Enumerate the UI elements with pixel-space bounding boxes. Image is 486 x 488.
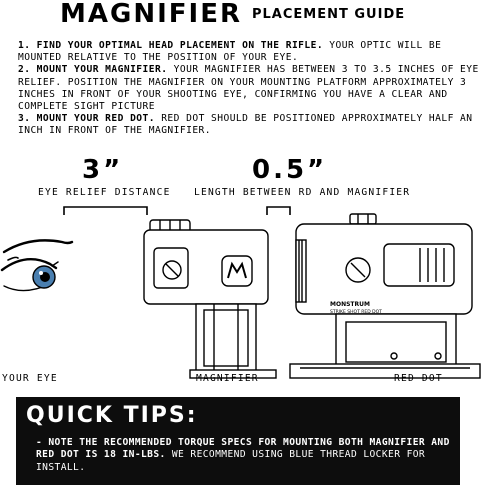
quick-tips-body xyxy=(36,437,452,474)
eye-relief-label: EYE RELIEF DISTANCE xyxy=(38,187,171,198)
eye-caption: YOUR EYE xyxy=(2,373,58,384)
page-title: MAGNIFIER xyxy=(60,0,242,29)
eye-relief-bracket xyxy=(64,207,147,215)
placement-diagram xyxy=(0,200,486,390)
quick-tips-text: WE RECOMMEND USING BLUE THREAD LOCKER FOR INSTALL. xyxy=(36,449,426,473)
red-dot-caption: RED DOT xyxy=(394,373,443,384)
step-3-body: RED DOT SHOULD BE POSITIONED APPROXIMATELY HALF AN INCH IN FRONT OF THE MAGNIFIER. xyxy=(18,113,473,137)
step-3 xyxy=(18,113,480,137)
quick-tips-panel xyxy=(16,397,460,485)
step-1-body: YOUR OPTIC WILL BE MOUNTED RELATIVE TO THE POSITION OF YOUR EYE. xyxy=(18,40,442,64)
page-subtitle: PLACEMENT GUIDE xyxy=(252,7,406,22)
step-3-heading: 3. MOUNT YOUR RED DOT. xyxy=(18,113,155,125)
quick-tips-title: QUICK TIPS: xyxy=(26,403,198,428)
eye-relief-value: 3” xyxy=(82,155,124,185)
page-header xyxy=(0,0,486,30)
magnifier-caption: MAGNIFIER xyxy=(196,373,259,384)
gap-bracket xyxy=(267,207,290,215)
step-1 xyxy=(18,40,480,64)
instruction-steps xyxy=(18,40,480,138)
step-2 xyxy=(18,64,480,113)
gap-value: 0.5” xyxy=(252,155,328,185)
gap-label: LENGTH BETWEEN RD AND MAGNIFIER xyxy=(194,187,411,198)
step-2-body: YOUR MAGNIFIER HAS BETWEEN 3 TO 3.5 INCHES OF EYE RELIEF. POSITION THE MAGNIFIER ON YOUR MOUNTING PLATFORM APPROXIMATELY 3 INCHES IN FRONT OF YOUR SHOOTING EYE, CONFIRMING YOU HAVE A CLEAR AND COMPLETE SIGHT PICTURE xyxy=(18,64,479,113)
eye-icon xyxy=(2,240,72,290)
quick-tips-heading: - NOTE THE RECOMMENDED TORQUE SPECS FOR MOUNTING BOTH MAGNIFIER AND RED DOT IS 18 IN-LBS. xyxy=(36,437,450,461)
step-2-heading: 2. MOUNT YOUR MAGNIFIER. xyxy=(18,64,168,76)
red-dot-model: STRIKE SHOT RED DOT xyxy=(330,310,382,315)
step-1-heading: 1. FIND YOUR OPTIMAL HEAD PLACEMENT ON THE RIFLE. xyxy=(18,40,324,51)
red-dot-brand: MONSTRUM xyxy=(330,301,370,308)
red-dot-illustration xyxy=(290,214,480,378)
magnifier-illustration xyxy=(144,220,276,378)
